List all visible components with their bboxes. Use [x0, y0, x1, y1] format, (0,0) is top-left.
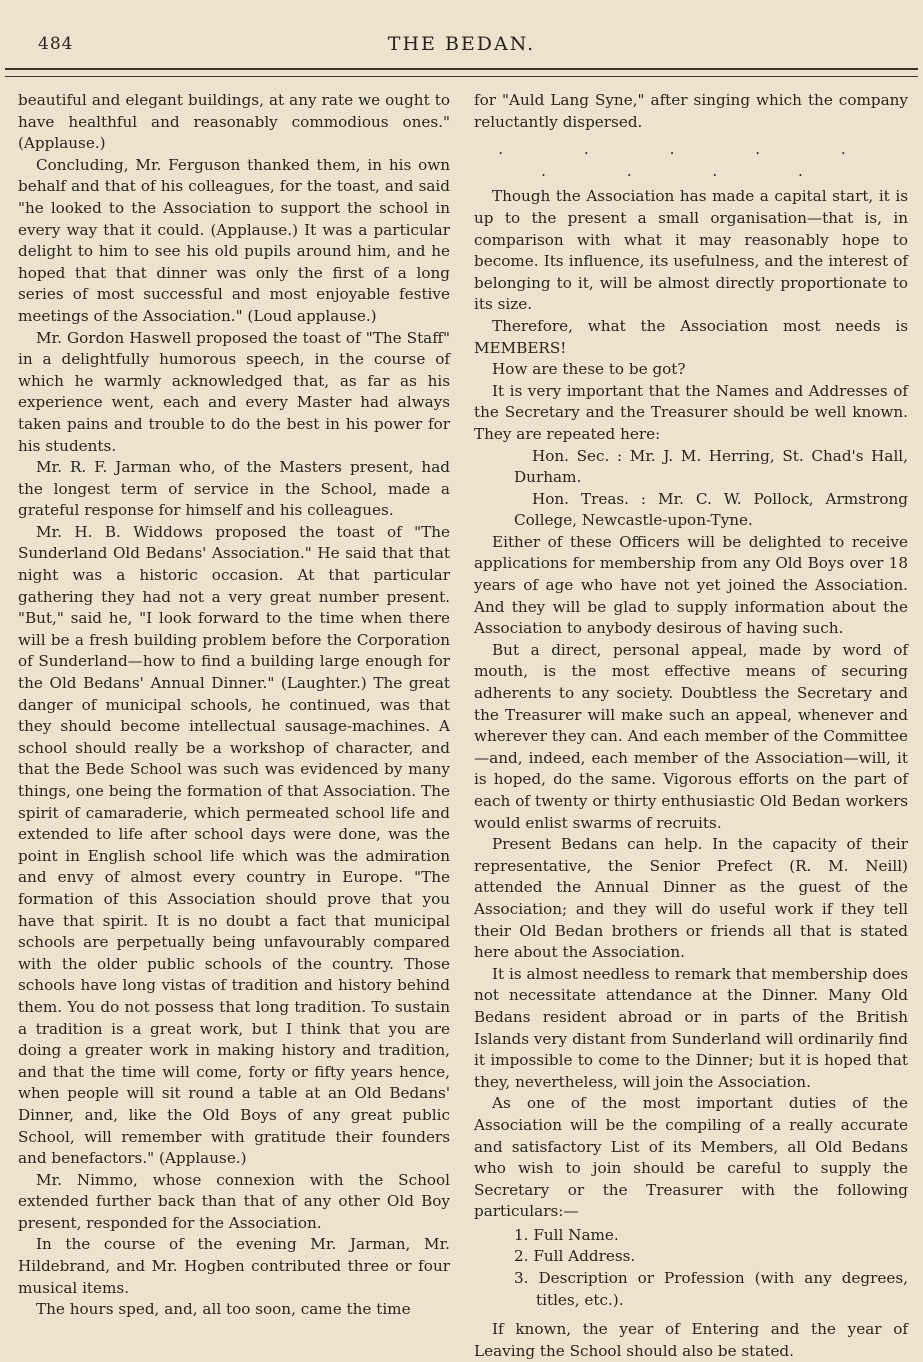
paragraph: But a direct, personal appeal, made by word of mouth, is the most effective means of securing adherents to any society. Doubtless the Secretary and the Treasurer will make such an appeal, whenever and wherever they can. And each member of the Committee—and, indeed, each member of the Association—will, it is hoped, do the same. Vigorous efforts on the part of each of twenty or thirty enthusiastic Old Bedan workers would enlist swarms of recruits.: [474, 640, 908, 832]
paragraph: Mr. H. B. Widdows proposed the toast of "The Sunderland Old Bedans' Association." He said that that night was a historic occasion. At that particular gathering they had not a very great number present. "But," said he, "I look forward to the time when there will be a fresh building problem before the Corporation of Sunderland—how to find a building large enough for the Old Bedans' Annual Dinner." (Laughter.) The great danger of municipal schools, he continued, was that they should become intellectual sausage-machines. A school should really be a workshop of character, and that the Bede School was such was evidenced by many things, one being the formation of that Association. The spirit of camaraderie, which permeated school life and extended to life after school days were done, was the point in English school life which was the admiration and envy of almost every country in Europe. "The formation of this Association should prove that you have that spirit. It is no doubt a fact that municipal schools are perpetually being unfavourably compared with the older public schools of the country. Those schools have long vistas of tradition and history behind them. You do not possess that long tradition. To sustain a tradition is a great work, but I think that you are doing a greater work in making history and tradition, and that the time will come, forty or fifty years hence, when people will sit round a table at an Old Bedans' Dinner, and, like the Old Boys of any great public School, will remember with gratitude their founders and benefactors." (Applause.): [18, 522, 450, 1168]
paragraph: If known, the year of Entering and the year of Leaving the School should also be stated.: [474, 1320, 908, 1360]
paragraph: Either of these Officers will be delighted to receive applications for membership from any Old Boys over 18 years of age who have not yet joined the Association. And they will be glad to supply information about the Association to anybody desirous of having such.: [474, 532, 908, 638]
paragraph: beautiful and elegant buildings, at any rate we ought to have healthful and reasonably commodious ones." (Applause.): [18, 91, 450, 153]
paragraph: It is very important that the Names and Addresses of the Secretary and the Treasurer should be well known. They are repeated here:: [474, 381, 908, 443]
paragraph: Present Bedans can help. In the capacity of their representative, the Senior Prefect (R. M. Neill) attended the Annual Dinner as the guest of the Association; and they will do useful work if they tell their Old Bedan brothers or friends all that is stated here about the Association.: [474, 835, 908, 962]
section-break-dots: . . . . . . . . .: [498, 140, 884, 180]
paragraph: Mr. Gordon Haswell proposed the toast of "The Staff" in a delightfully humorous speech, in the course of which he warmly acknowledged that, as far as his experience went, each and every Master had always taken pains and trouble to do the best in his power for his students.: [18, 328, 450, 455]
paragraph: It is almost needless to remark that membership does not necessitate attendance at the Dinner. Many Old Bedans resident abroad or in parts of the British Islands very distant from Sunderland will ordinarily find it impossible to come to the Dinner; but it is hoped that they, nevertheless, will join the Association.: [474, 964, 908, 1091]
paragraph: As one of the most important duties of the Association will be the compiling of a really accurate and satisfactory List of its Members, all Old Bedans who wish to join should be careful to supply the Secretary or the Treasurer with the following particulars:—: [474, 1094, 908, 1221]
paragraph: The hours sped, and, all too soon, came the time: [36, 1300, 411, 1319]
list-item: 2. Full Address.: [514, 1247, 636, 1266]
journal-title: THE BEDAN.: [387, 33, 536, 55]
header-rule: [5, 68, 918, 77]
paragraph: Therefore, what the Association most needs is MEMBERS!: [474, 316, 908, 357]
paragraph: Mr. Nimmo, whose connexion with the School extended further back than that of any other Old Boy present, responded for the Association.: [18, 1170, 450, 1232]
hon-secretary-address: Hon. Sec. : Mr. J. M. Herring, St. Chad's Hall, Durham.: [514, 446, 908, 487]
list-item: 3. Description or Profession (with any degrees, titles, etc.).: [514, 1269, 908, 1309]
hon-treasurer-address: Hon. Treas. : Mr. C. W. Pollock, Armstrong College, Newcastle-upon-Tyne.: [514, 489, 908, 530]
right-column: [474, 90, 908, 1362]
paragraph: Though the Association has made a capital start, it is up to the present a small organisation—that is, in comparison with what it may reasonably hope to become. Its influence, its usefulness, and the interest of belonging to it, will be almost directly proportionate to its size.: [474, 187, 908, 314]
paragraph: How are these to be got?: [492, 360, 686, 379]
paragraph: In the course of the evening Mr. Jarman, Mr. Hildebrand, and Mr. Hogben contributed three or four musical items.: [18, 1235, 450, 1297]
page-number: 484: [38, 34, 74, 54]
list-item: 1. Full Name.: [514, 1225, 619, 1244]
page-header: [0, 30, 923, 60]
paragraph: for "Auld Lang Syne," after singing which the company reluctantly dispersed.: [474, 91, 908, 131]
left-column: [18, 90, 450, 1321]
paragraph: Mr. R. F. Jarman who, of the Masters present, had the longest term of service in the School, made a grateful response for himself and his colleagues.: [18, 458, 450, 520]
paragraph: Concluding, Mr. Ferguson thanked them, in his own behalf and that of his colleagues, for the toast, and said "he looked to the Association to support the school in every way that it could. (Applause.) It was a particular delight to him to see his old pupils around him, and he hoped that that dinner was only the first of a long series of most successful and most enjoyable festive meetings of the Association." (Loud applause.): [18, 155, 450, 325]
particulars-list: [474, 1225, 908, 1311]
